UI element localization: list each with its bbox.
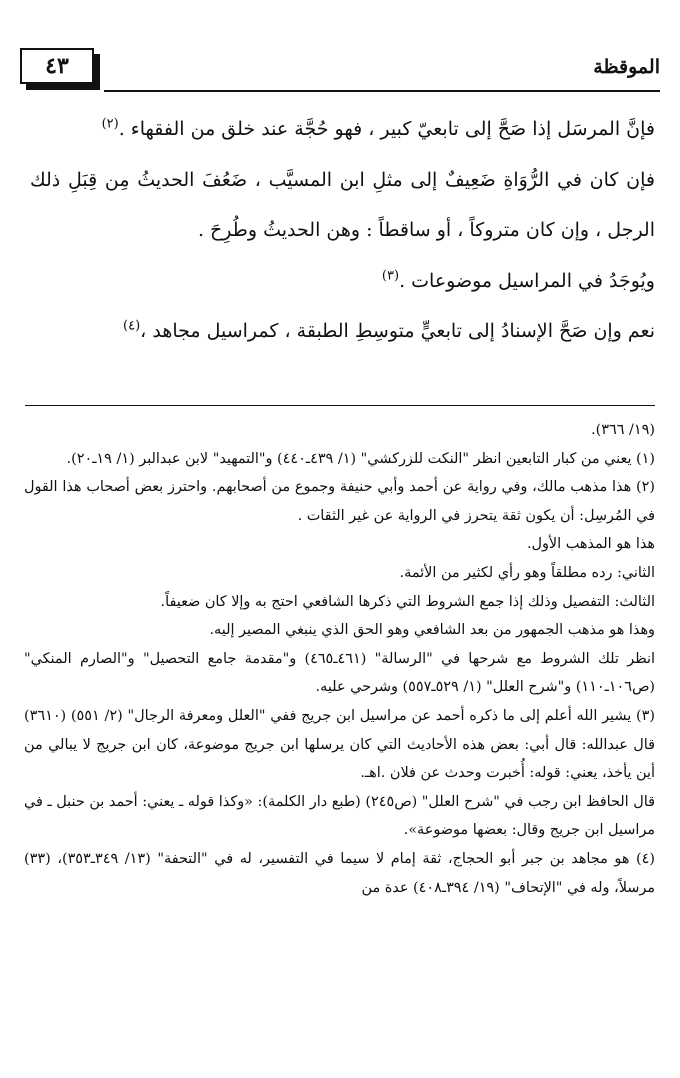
footnote-divider (25, 405, 655, 406)
page-number: ٤٣ (20, 48, 94, 84)
paragraph-text: فإن كان في الرُّوَاةِ ضَعِيفٌ إلى مثلِ ابن المسيَّب ، ضَعُفَ الحديثُ مِن قِبَلِ ذلك الرجل ، وإن كان متروكاً ، أو ساقطاً : وهن الحديثُ وطُرِحَ . (30, 168, 655, 241)
main-paragraph (30, 306, 655, 357)
footnote-line: الثاني: رده مطلقاً وهو رأي لكثير من الأئمة. (399, 564, 655, 581)
footnote-line: هذا هو المذهب الأول. (526, 536, 655, 553)
footnotes (24, 416, 655, 902)
footnote-line: (١) يعني من كبار التابعين انظر "النكت للزركشي" (١/ ٤٣٩ـ٤٤٠) و"التمهيد" لابن عبدالبر (١/ ١٩ـ٢٠). (66, 450, 655, 467)
header-divider (104, 90, 660, 92)
footnote-line: وهذا هو مذهب الجمهور من بعد الشافعي وهو الحق الذي ينبغي المصير إليه. (209, 622, 655, 639)
main-text (30, 104, 655, 357)
paragraph-text: ويُوجَدُ في المراسيل موضوعات . (399, 269, 655, 292)
footnote-line: الثالث: التفصيل وذلك إذا جمع الشروط التي ذكرها الشافعي احتج به وإلا كان ضعيفاً. (160, 593, 655, 610)
paragraph-text: فإنَّ المرسَل إذا صَحَّ إلى تابعيّ كبير ، فهو حُجَّة عند خلق من الفقهاء . (118, 118, 655, 140)
footnote-ref: (٣) (381, 268, 400, 284)
main-paragraph (30, 256, 655, 307)
footnote-ref: (٢) (101, 116, 119, 132)
footnote-line: (١٩/ ٣٦٦). (591, 422, 655, 438)
footnote-line: (٤) هو مجاهد بن جبر أبو الحجاج، ثقة إمام لا سيما في التفسير، له في "التحفة" (١٣/ ٣٤٩ـ٣٥٣)، (٣٣) مرسلاً، وله في "الإتحاف" (١٩/ ٣٩٤ـ٤٠٨) عدة من (24, 850, 655, 896)
main-paragraph (30, 155, 655, 256)
footnote-line: انظر تلك الشروط مع شرحها في "الرسالة" (٤٦١ـ٤٦٥) و"مقدمة جامع التحصيل" و"الصارم المنكي" (ص١٠٦ـ١١٠) و"شرح العلل" (١/ ٥٢٩ـ٥٥٧) وشرحي عليه. (24, 650, 655, 696)
footnote-line: قال الحافظ ابن رجب في "شرح العلل" (ص٢٤٥) (طبع دار الكلمة): «وكذا قوله ـ يعني: أحمد بن حنبل ـ في مراسيل ابن جريج وقال: بعضها موضوعة». (24, 793, 655, 839)
paragraph-text: نعم وإن صَحَّ الإسنادُ إلى تابعيٍّ متوسِطِ الطبقة ، كمراسيل مجاهد ، (140, 320, 655, 342)
footnote-line: (٢) هذا مذهب مالك، وفي رواية عن أحمد وأبي حنيفة وجموع من أصحابهم. واحترز بعض أصحاب هذا القول في المُرسِل: أن يكون ثقة يتحرز في الرواية عن غير الثقات . (24, 479, 655, 524)
footnote-line: (٣) يشير الله أعلم إلى ما ذكره أحمد عن مراسيل ابن جريج ففي "العلل ومعرفة الرجال" (٢/ ٥٥١) (٣٦١٠) قال عبدالله: قال أبي: بعض هذه الأحاديث التي كان يرسلها ابن جريج موضوعة، كان ابن جريج لا يبالي من أين يأخذ، يعني: قوله: أُخبرت وحدث عن فلان .اهـ. (24, 707, 655, 782)
running-title: الموقظة (593, 56, 660, 78)
main-paragraph (30, 104, 655, 155)
footnote-ref: (٤) (123, 318, 141, 334)
page-header (20, 48, 660, 92)
